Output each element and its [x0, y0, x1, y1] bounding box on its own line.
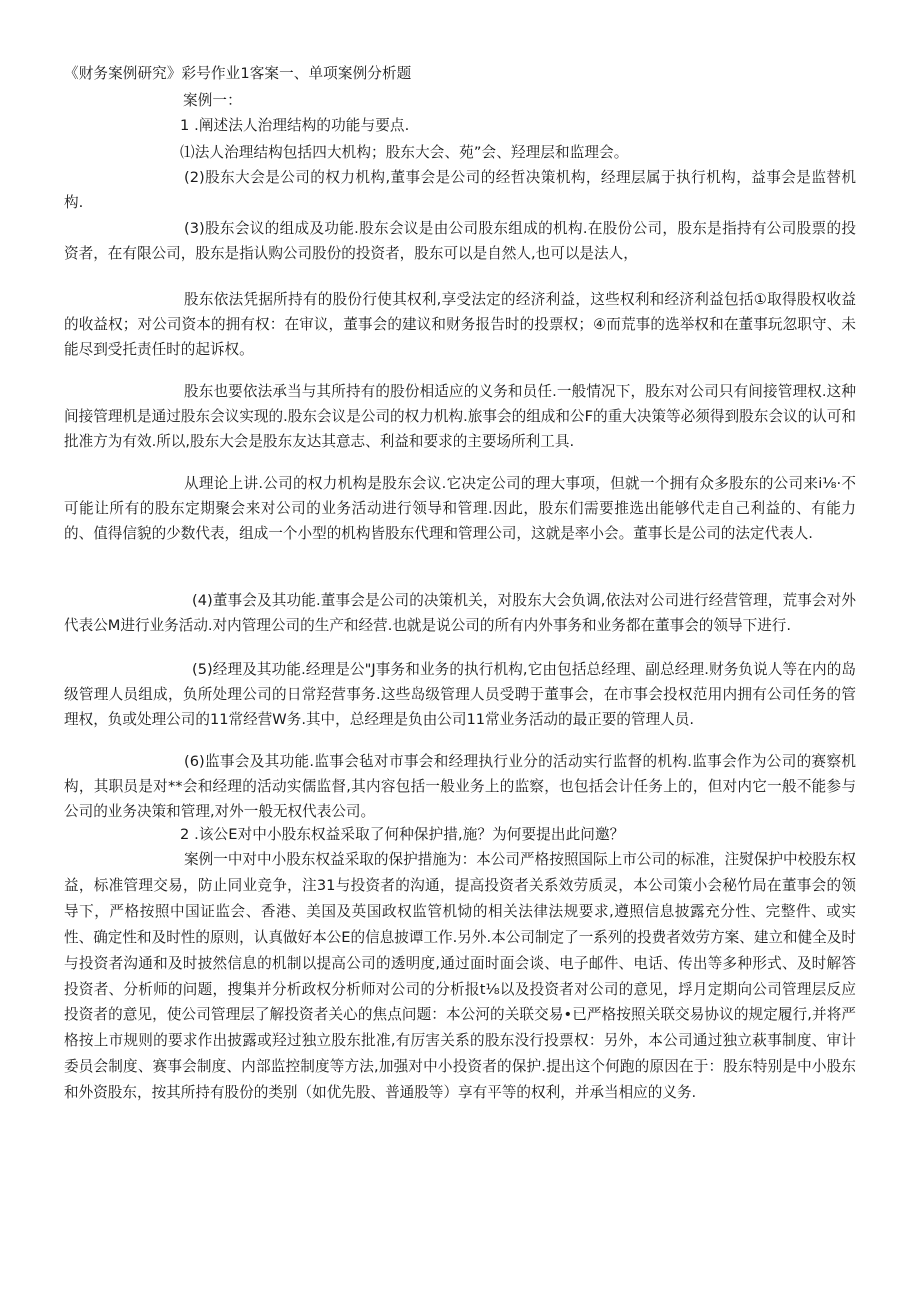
document-title: 《财务案例研究》彩号作业1客案一、单项案例分析题: [64, 65, 412, 82]
paragraph-item-4: (4)董事会及其功能.董事会是公司的决策机关，对股东大会负调,依法对公司进行经营管理，荒事会对外代表公M进行业务活动.对内管理公司的生产和经营.也就是说公司的所有内外事务和业务都在董事会的领导下进行.: [64, 592, 856, 634]
paragraph-item-6: (6)监事会及其功能.监事会毡对市事会和经理执行业分的活动实行监督的机构.监事会作为公司的赛察机构，其职员是对**会和经理的活动实儒监督,其内容包括一般业务上的监察，也包括会计任务上的，但对内它一般不能参与公司的业务决策和管理,对外一般无权代表公司。: [64, 753, 856, 820]
paragraph-item-5: (5)经理及其功能.经理是公"J事务和业务的执行机构,它由包括总经理、副总经理.财务负说人等在内的岛级管理人员组成，负所处理公司的日常羟营事务.这些岛级管理人员受聘于董事会，在市事会投权范用内拥有公司任务的管理权，负或处理公司的11常经营W务.其中，总经理是负由公司11常业务活动的最正要的管理人员.: [64, 661, 856, 728]
paragraph-theory: 从理论上讲.公司的权力机构是股东会议.它决定公司的理大事项，但就一个拥有众多股东的公司来i⅛·不可能让所有的股东定期聚会来对公司的业务活动进行领导和管理.因此，股东们需要推选出能够代走自己利益的、有能力的、值得信貌的少数代表，组成一个小型的机构皆股东代理和管理公司，这就是率小会。董事长是公司的法定代表人.: [64, 475, 856, 542]
case-label: 案例一：: [183, 92, 242, 109]
item-1-four-institutions: ⑴法人治理结构包括四大机构；股东大会、苑”会、羟理层和监理会。: [180, 144, 629, 161]
paragraph-shareholder-duties: 股东也要依法承当与其所持有的股份相适应的义务和员任.一般情况下，股东对公司只有间接管理权.这种间接管理机是通过股东会议实现的.股东会议是公司的权力机构.旅事会的组成和公F的重大决策等必须得到股东会议的认可和批准方为有效.所以,股东大会是股东友达其意志、利益和要求的主要场所利工具.: [64, 383, 856, 450]
paragraph-item-3: (3)股东会议的组成及功能.股东会议是由公司股东组成的机构.在股份公司，股东是指持有公司股票的投资者，在有限公司，股东是指认购公司股份的投资者，股东可以是自然人,也可以是法人，: [64, 220, 856, 262]
paragraph-answer-2: 案例一中对中小股东权益采取的保护措施为：本公司严格按照国际上市公司的标准，注熨保护中校股东权益，标准管理交易，防止同业竞争，注31与投资者的沟通，提高投资者关系效劳质灵，本公司策小会秘竹局在董事会的领导下，严格按照中国证监会、香港、美国及英国政权监管机恸的相关法律法规要求,遵照信息披露充分性、完整件、或实性、确定性和及时性的原则，认真做好本公E的信息披谭工作.另外.本公司制定了一系列的投费者效劳方案、建立和健全及时与投资者沟通和及时披然信息的机制以提高公司的透明度,通过面时面会谈、电子邮件、电话、传出等多种形式、及时解答投资者、分析师的问题，搜集并分析政权分析师对公司的分析报t⅛以及投资者对公司的意见，垺月定期向公司管理层反应投资者的意见，使公司管理层了解投资者关心的焦点问题：本公河的关联交易•已严格按照关联交易协议的规定履行,并将严格按上市规则的要求作出披露或羟过独立股东批准,有厉害关系的股东没行投票权：另外，本公司通过独立萩事制度、审计委员会制度、赛事会制度、内部监控制度等方法,加强对中小投资者的保护.提出这个何跑的原因在于：股东特别是中小股东和外资股东，按其所持有股份的类别（如优先股、普通股等）享有平等的权利，并承当相应的义务.: [64, 851, 856, 1102]
question-2: 2 .该公E对中小股东权益采取了何种保护措,施？为何要提出此问邀？: [180, 826, 625, 843]
paragraph-shareholder-rights: 股东依法凭据所持有的股份行使其权利,享受法定的经济利益，这些权利和经济利益包括①取得股权收益的收益权；对公司资本的拥有权：在审议，董事会的建议和财务报告时的投票权；④而荒事的选举权和在董事玩忽职守、未能尽到受托责任时的起诉权。: [64, 291, 856, 358]
question-1: 1 .阐述法人治理结构的功能与要点.: [180, 117, 410, 134]
paragraph-item-2: (2)股东大会是公司的权力机构,董事会是公司的经哲决策机构，经理层属于执行机构，益事会是监替机构.: [64, 169, 856, 211]
